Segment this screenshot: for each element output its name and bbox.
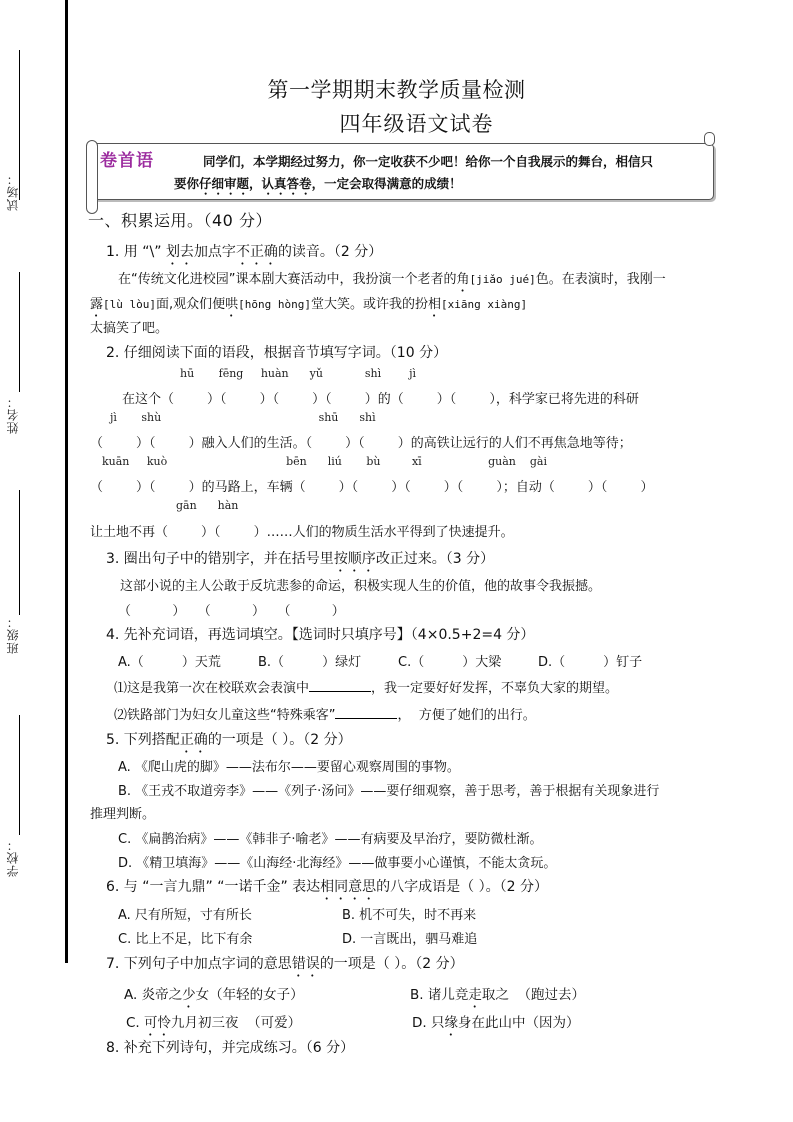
text: ， <box>249 176 262 191</box>
q4-stem: 4. 先补充词语，再选词填空。【选词时只填序号】（4×0.5+2=4 分） <box>106 627 535 643</box>
dotted-text: 划去 <box>165 244 194 260</box>
text: 6. 与 “一言九鼎” “一诺千金” 表达 <box>106 879 321 895</box>
pinyin-choice[interactable]: [xiāng xiàng] <box>441 298 528 311</box>
class-label: 班级： <box>6 615 20 654</box>
q6-option-a[interactable]: A. 尺有所短，寸有所长 <box>118 908 252 923</box>
q2-pinyin-row-4: gān hàn <box>176 499 239 512</box>
dotted-text: 仔细审题 <box>199 176 250 191</box>
exam-title: 第一学期期末教学质量检测 <box>267 78 526 102</box>
text: ⑵铁路部门为妇女儿童这些“特殊乘客” <box>114 708 336 723</box>
q2-pinyin-row-1: hū fēng huàn yǔ shì jì <box>180 367 417 380</box>
dotted-char: 相 <box>428 297 442 312</box>
text: 7. 下列句子中加点字词的意思 <box>106 956 292 972</box>
text: ，我一定要好好发挥，不辜负大家的期望。 <box>371 681 619 696</box>
q4-sentence-2 <box>114 704 536 723</box>
text: 身在此山中（因为） <box>457 1015 580 1031</box>
name-label: 姓名： <box>6 395 20 434</box>
text: 要你 <box>174 176 200 191</box>
text: 的一项是（ ）。（2 分） <box>319 956 464 972</box>
q6-stem <box>106 876 548 903</box>
name-rule[interactable] <box>19 272 20 392</box>
option-suffix: ）钉子 <box>603 655 643 670</box>
text: A. 炎帝之 <box>124 987 183 1003</box>
q1-stem <box>106 241 382 268</box>
q5-stem <box>106 729 352 756</box>
q1-line-1 <box>118 268 666 295</box>
q1-line-2 <box>90 293 527 320</box>
text: 面,观众们便 <box>156 297 226 312</box>
dotted-char: 角 <box>456 272 470 287</box>
intro-tag: 卷首语 <box>100 151 154 171</box>
scroll-curl-left-icon <box>86 140 98 214</box>
q4-option-c[interactable] <box>398 651 501 670</box>
option-label: A.（ <box>118 655 144 670</box>
text: 女（年轻的女子） <box>195 987 304 1003</box>
text: B. 诸儿竞 <box>410 987 469 1003</box>
scroll-curl-right-icon <box>704 132 715 146</box>
dotted-char: 少 <box>182 987 196 1003</box>
school-label: 学校： <box>6 838 20 877</box>
q2-text-row-4[interactable]: 让土地不再（ ）（ ）……人们的物质生活水平得到了快速提升。 <box>90 525 514 540</box>
dotted-char: 哄 <box>225 297 239 312</box>
text: ， 方便了她们的出行。 <box>397 708 536 723</box>
pinyin-choice[interactable]: [hōng hòng] <box>238 298 312 311</box>
option-label: C.（ <box>398 655 425 670</box>
class-rule[interactable] <box>19 490 20 615</box>
text: 九月初三夜 （可爱） <box>171 1015 302 1031</box>
school-rule[interactable] <box>19 715 20 835</box>
q3-sentence: 这部小说的主人公敢于反坑悲参的命运，积极实现人生的价值，他的故事令我振撼。 <box>120 579 602 594</box>
text: 1. 用 “\” <box>106 244 166 260</box>
dotted-text: 认真答卷 <box>261 176 312 191</box>
q8-stem: 8. 补充下列诗句，并完成练习。（6 分） <box>106 1040 355 1056</box>
pinyin-choice[interactable]: [jiǎo jué] <box>469 273 536 286</box>
q4-option-a[interactable] <box>118 651 221 670</box>
q5-option-c[interactable]: C. 《扁鹊治病》——《韩非子·喻老》——有病要及早治疗，要防微杜渐。 <box>118 832 543 847</box>
q6-option-d[interactable]: D. 一言既出，驷马难追 <box>342 932 478 947</box>
text: 堂大笑。或许我的扮 <box>311 297 429 312</box>
text: 在“传统文化进校园”课本剧大赛活动中，我扮演一个老者的 <box>118 272 457 287</box>
q6-option-b[interactable]: B. 机不可失，时不再来 <box>342 908 477 923</box>
text: 5. 下列搭配 <box>106 732 180 748</box>
q2-pinyin-row-3: kuān kuò bēn liú bù xī guàn gài <box>102 455 547 468</box>
text: D. 只 <box>412 1015 445 1031</box>
q4-sentence-1 <box>114 677 618 696</box>
text: ，一定会取得满意的成绩！ <box>311 176 462 191</box>
answer-blank[interactable] <box>309 679 371 692</box>
exam-subtitle: 四年级语文试卷 <box>339 112 494 136</box>
q7-option-a[interactable] <box>124 983 304 1011</box>
text: 加点字 <box>193 244 236 260</box>
intro-line-1: 同学们，本学期经过努力，你一定收获不少吧！给你一个自我展示的舞台，相信只 <box>203 154 654 169</box>
dotted-text: 错误 <box>291 956 320 972</box>
q4-option-b[interactable] <box>258 651 361 670</box>
dotted-text: 按顺序 <box>333 551 376 567</box>
q7-stem <box>106 953 464 980</box>
dotted-char: 缘 <box>444 1015 458 1031</box>
q2-stem: 2. 仔细阅读下面的语段，根据音节填写字词。（10 分） <box>106 345 448 361</box>
option-label: D.（ <box>538 655 566 670</box>
dotted-text: 正确 <box>249 244 278 260</box>
q3-stem <box>106 548 494 575</box>
q7-option-b[interactable] <box>410 983 585 1011</box>
q3-answer-brackets[interactable]: （ ） （ ） （ ） <box>118 604 345 619</box>
binding-line <box>65 0 68 963</box>
q5-option-b[interactable]: B. 《王戎不取道旁李》——《列子·汤问》——要仔细观察，善于思考，善于根据有关现象进行 <box>118 784 660 799</box>
q1-line-3: 太搞笑了吧。 <box>90 321 169 336</box>
dotted-char: 可怜 <box>144 1015 172 1031</box>
dotted-text: 相同意思 <box>320 879 377 895</box>
q5-option-d[interactable]: D. 《精卫填海》——《山海经·北海经》——做事要小心谨慎，不能太贪玩。 <box>118 856 557 871</box>
q5-option-a[interactable]: A. 《爬山虎的脚》——法布尔——要留心观察周围的事物。 <box>118 760 460 775</box>
section-heading: 一、积累运用。（40 分） <box>88 211 272 230</box>
text: 的一项是（ ）。（2 分） <box>207 732 352 748</box>
dotted-text: 不 <box>235 244 250 260</box>
pinyin-choice[interactable]: [lù lòu] <box>103 298 156 311</box>
q2-pinyin-row-2: jì shù shū shì <box>110 411 376 424</box>
text: 色。在表演时，我刚一 <box>535 272 666 287</box>
answer-blank[interactable] <box>335 706 397 719</box>
intro-line-2 <box>174 174 462 198</box>
text: C. <box>126 1015 145 1031</box>
text: 取之 （跑过去） <box>481 987 585 1003</box>
text: ⑴这是我第一次在校联欢会表演中 <box>114 681 310 696</box>
q4-option-d[interactable] <box>538 651 642 670</box>
option-suffix: ）大梁 <box>462 655 502 670</box>
text: 3. 圈出句子中的错别字，并在括号里 <box>106 551 334 567</box>
option-label: B.（ <box>258 655 285 670</box>
q5-option-b-cont: 推理判断。 <box>90 807 156 822</box>
q2-text-row-3[interactable]: （ ）（ ）的马路上，车辆（ ）（ ）（ ）（ ）；自动（ ）（ ） <box>90 480 654 495</box>
q7-option-d[interactable] <box>412 1011 579 1039</box>
text: 的八字成语是（ ）。（2 分） <box>376 879 548 895</box>
text: 的读音。（2 分） <box>277 244 383 260</box>
text: 改正过来。（3 分） <box>375 551 495 567</box>
q2-text-row-1[interactable]: 在这个（ ）（ ）（ ）（ ）的（ ）（ ），科学家已将先进的科研 <box>122 392 639 407</box>
q6-option-c[interactable]: C. 比上不足，比下有余 <box>118 932 253 947</box>
dotted-char: 露 <box>90 297 104 312</box>
q7-option-c[interactable] <box>126 1011 301 1039</box>
option-suffix: ）天荒 <box>181 655 221 670</box>
option-suffix: ）绿灯 <box>322 655 362 670</box>
dotted-text: 正确 <box>179 732 208 748</box>
dotted-char: 走 <box>468 987 482 1003</box>
exam-room-label: 试场： <box>6 172 20 211</box>
q2-text-row-2[interactable]: （ ）（ ）融入人们的生活。（ ）（ ）的高铁让远行的人们不再焦急地等待； <box>90 436 632 451</box>
